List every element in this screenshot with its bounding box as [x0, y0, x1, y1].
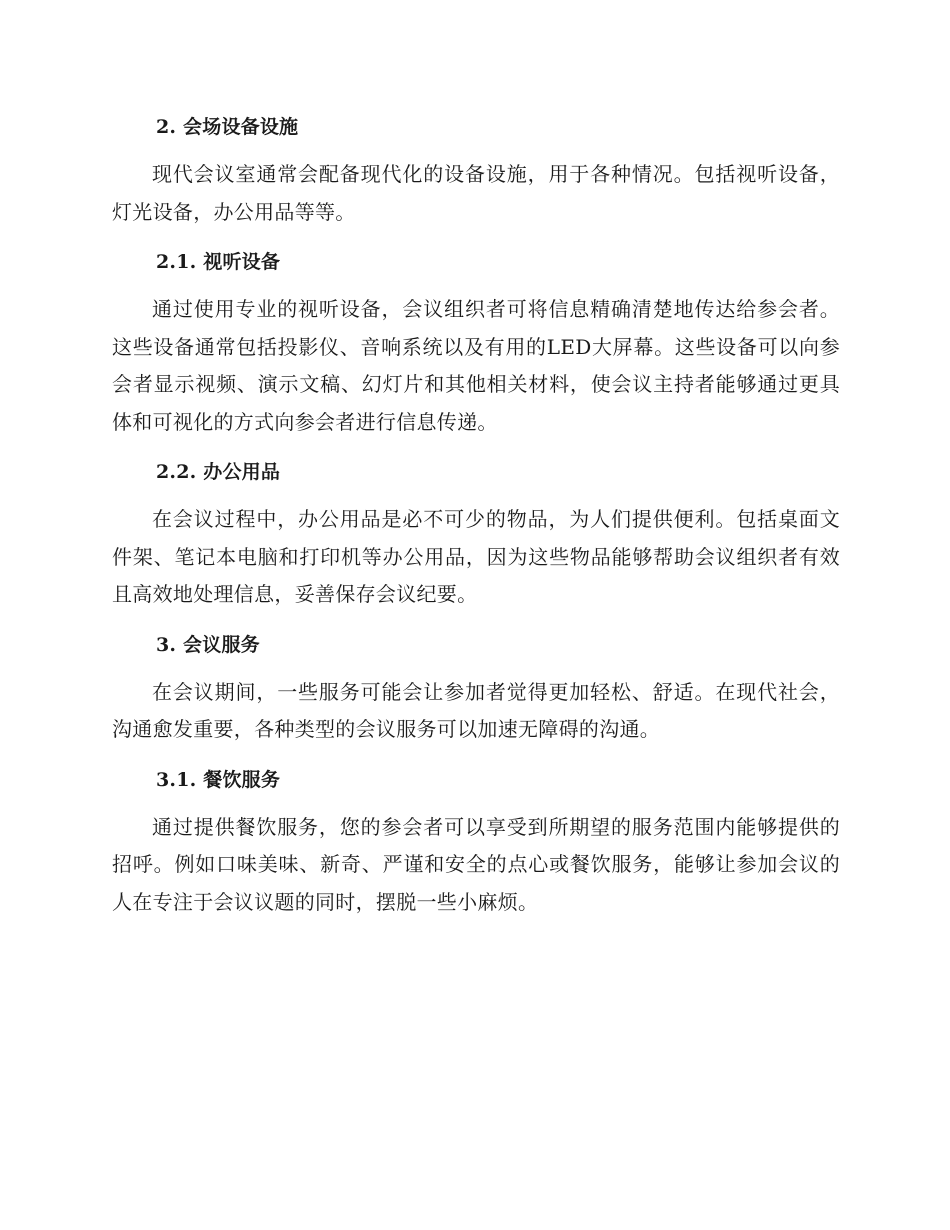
section-body-2: 现代会议室通常会配备现代化的设备设施，用于各种情况。包括视听设备，灯光设备，办公用品等等。 — [112, 162, 840, 224]
section-body-3: 在会议期间，一些服务可能会让参加者觉得更加轻松、舒适。在现代社会，沟通愈发重要，各种类型的会议服务可以加速无障碍的沟通。 — [112, 679, 840, 741]
section-heading-3: 3. 会议服务 — [156, 633, 260, 656]
section-body-2-2: 在会议过程中，办公用品是必不可少的物品，为人们提供便利。包括桌面文件架、笔记本电脑和打印机等办公用品，因为这些物品能够帮助会议组织者有效且高效地处理信息，妥善保存会议纪要。 — [112, 507, 840, 606]
section-heading-2-1: 2.1. 视听设备 — [156, 251, 281, 273]
section-body-3-1: 通过提供餐饮服务，您的参会者可以享受到所期望的服务范围内能够提供的招呼。例如口味美味、新奇、严谨和安全的点心或餐饮服务，能够让参加会议的人在专注于会议议题的同时，摆脱一些小麻烦。 — [112, 814, 840, 914]
section-heading-2-2: 2.2. 办公用品 — [156, 461, 281, 483]
document-page — [112, 110, 840, 935]
section-body-2-1: 通过使用专业的视听设备，会议组织者可将信息精确清楚地传达给参会者。这些设备通常包括投影仪、音响系统以及有用的LED大屏幕。这些设备可以向参会者显示视频、演示文稿、幻灯片和其他相关材料，使会议主持者能够通过更具体和可视化的方式向参会者进行信息传递。 — [112, 297, 840, 434]
section-heading-3-1: 3.1. 餐饮服务 — [156, 768, 281, 791]
section-heading-2: 2. 会场设备设施 — [156, 116, 299, 138]
